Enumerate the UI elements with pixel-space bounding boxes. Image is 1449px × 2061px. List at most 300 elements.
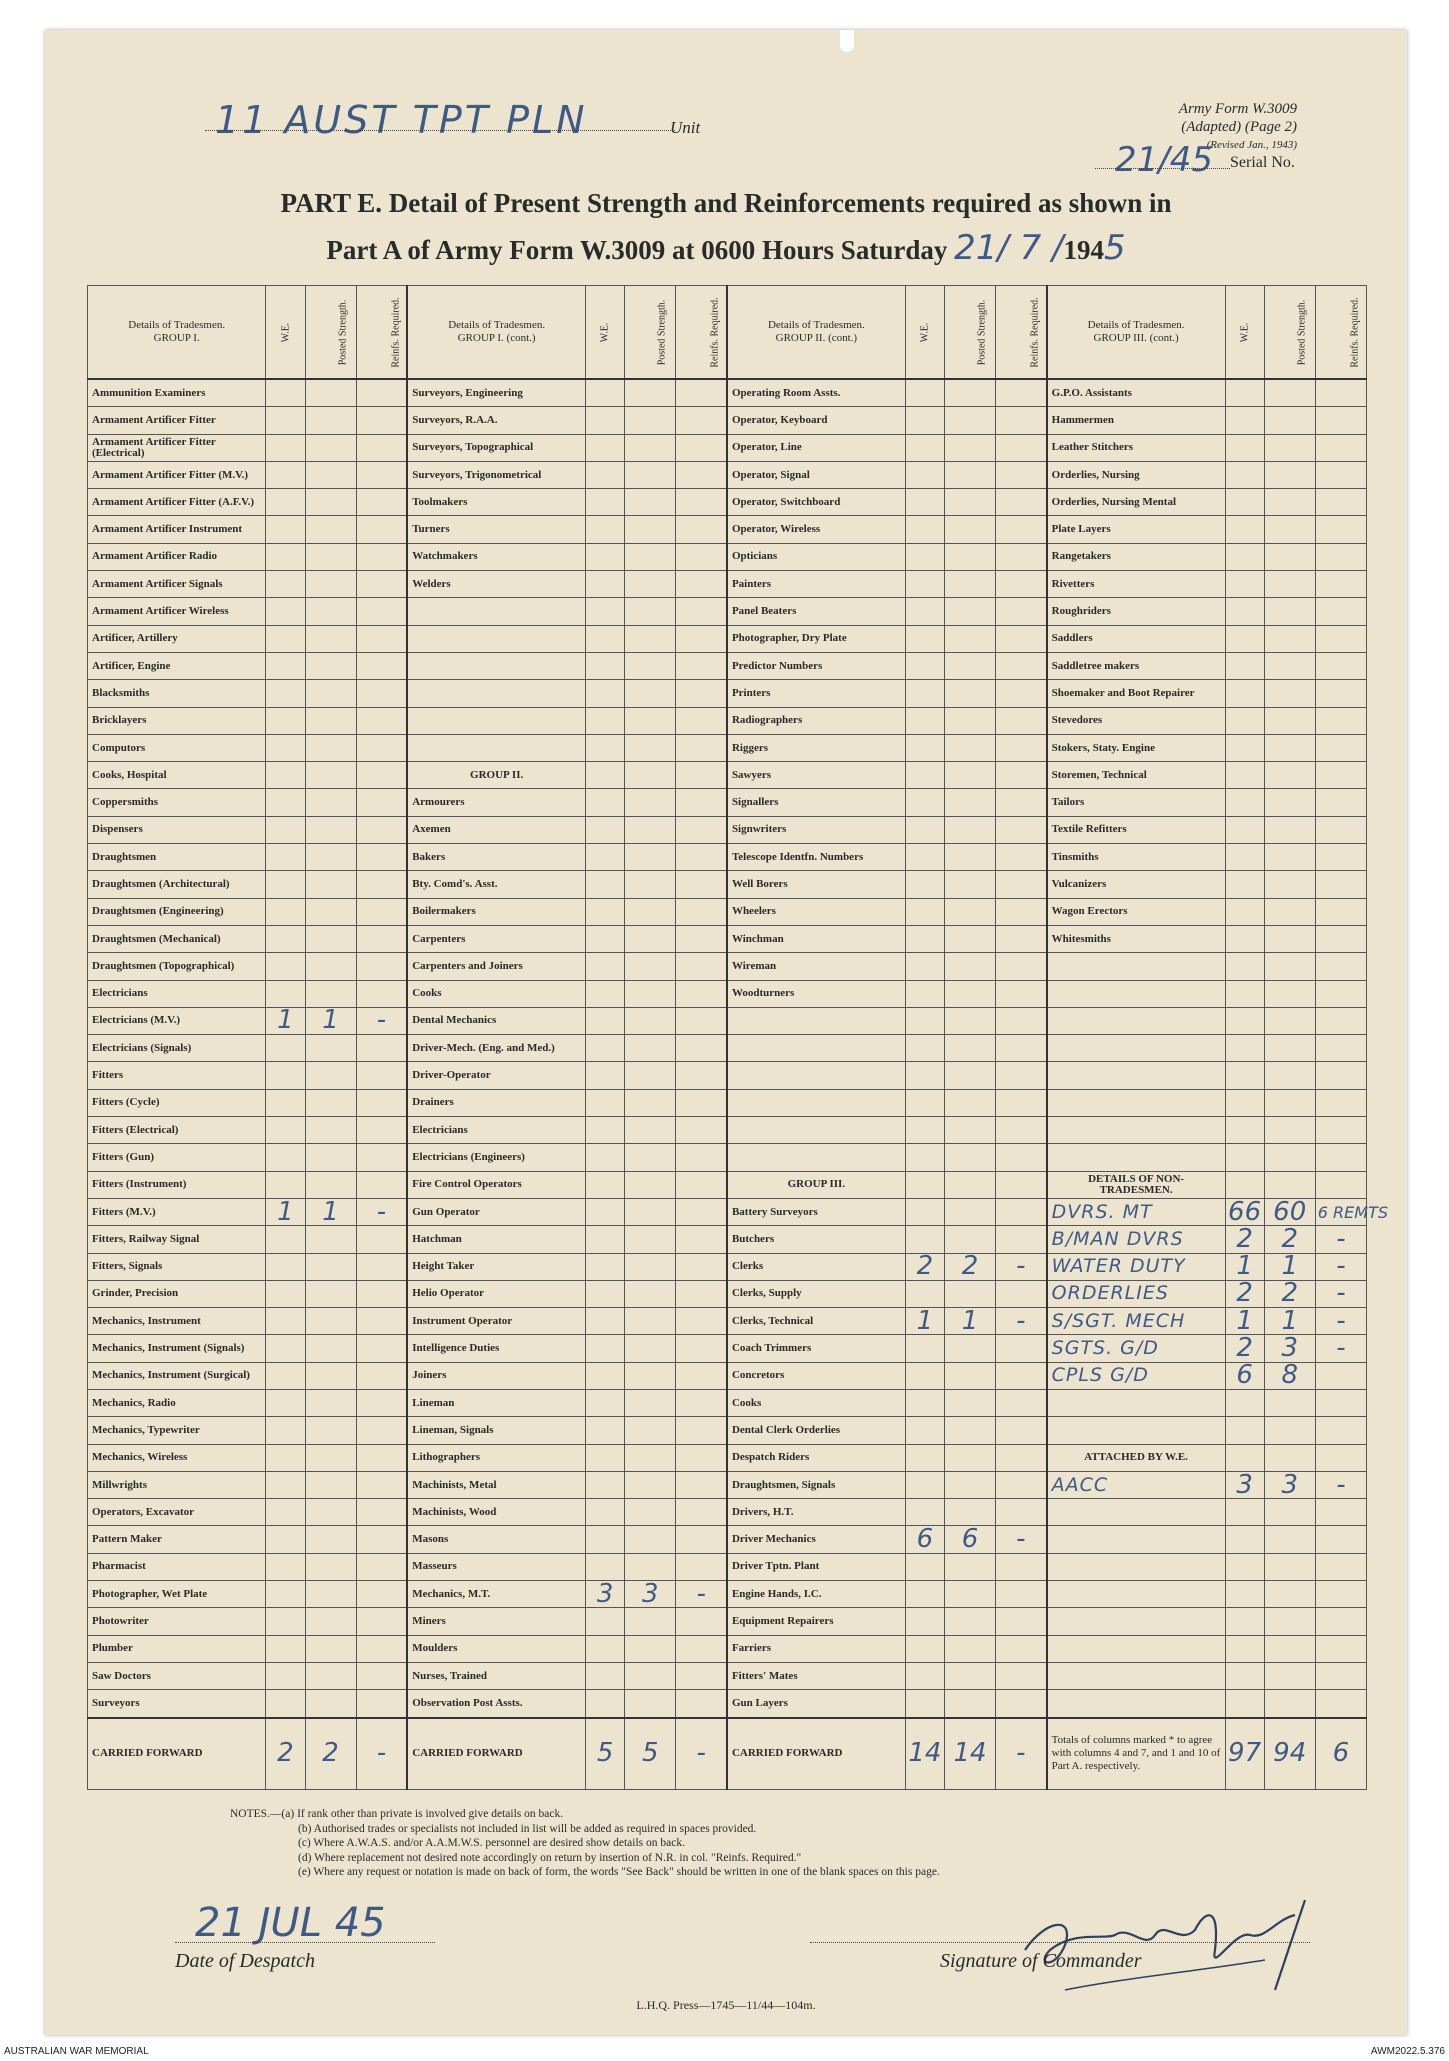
reinf-value: - [1315, 1308, 1366, 1335]
reinf-value [1315, 1171, 1366, 1198]
reinf-value: - [1315, 1226, 1366, 1253]
we-value [266, 980, 305, 1007]
trade-label: Hammermen [1047, 407, 1225, 434]
posted-value [625, 953, 676, 980]
reinf-value [356, 434, 407, 461]
trade-label: Pattern Maker [88, 1526, 266, 1553]
we-value: 6 [905, 1526, 944, 1553]
posted-value [944, 953, 995, 980]
we-value [586, 489, 625, 516]
reinf-value [676, 1635, 727, 1662]
we-value [266, 1690, 305, 1718]
reinf-value [676, 1335, 727, 1362]
posted-value [944, 816, 995, 843]
reinf-value [676, 1062, 727, 1089]
trade-label: Riggers [727, 734, 905, 761]
reinf-value [356, 1444, 407, 1471]
table-row [88, 625, 1367, 652]
posted-value [944, 1171, 995, 1198]
trade-label [1047, 1035, 1225, 1062]
serial-line [1095, 168, 1230, 169]
trade-label: Well Borers [727, 871, 905, 898]
reinf-value [676, 407, 727, 434]
posted-value [1264, 707, 1315, 734]
table-row [88, 925, 1367, 952]
trade-label [1047, 1690, 1225, 1718]
reinf-value [996, 1007, 1047, 1034]
table-row [88, 1417, 1367, 1444]
trade-label: Rivetters [1047, 571, 1225, 598]
trade-label [1047, 1553, 1225, 1580]
we-value [266, 680, 305, 707]
table-row [88, 1280, 1367, 1307]
trade-label [1047, 1526, 1225, 1553]
trade-label: Machinists, Wood [407, 1499, 585, 1526]
reinf-value [1315, 652, 1366, 679]
trade-label: Cooks [727, 1389, 905, 1416]
trade-label: SGTS. G/D [1047, 1335, 1225, 1362]
posted-value [305, 516, 356, 543]
posted-value [625, 707, 676, 734]
trade-label [407, 625, 585, 652]
header-group1-cont [407, 286, 585, 380]
we-value [905, 789, 944, 816]
trade-label: Mechanics, Radio [88, 1389, 266, 1416]
table-row [88, 1089, 1367, 1116]
posted-value [625, 1444, 676, 1471]
reinf-total: - [996, 1718, 1047, 1790]
reinf-value [356, 1144, 407, 1171]
header-posted: Posted Strength. [944, 286, 995, 380]
reinf-value [676, 1444, 727, 1471]
trade-label: Electricians (Signals) [88, 1035, 266, 1062]
we-value [266, 543, 305, 570]
we-value [586, 1635, 625, 1662]
trade-label [1047, 1389, 1225, 1416]
posted-value [305, 707, 356, 734]
we-value [586, 652, 625, 679]
reinf-value [1315, 1144, 1366, 1171]
we-value [1225, 871, 1264, 898]
we-value [905, 1171, 944, 1198]
posted-value [944, 1389, 995, 1416]
trade-label: Vulcanizers [1047, 871, 1225, 898]
trade-label: Helio Operator [407, 1280, 585, 1307]
reinf-value [356, 598, 407, 625]
trade-label: Blacksmiths [88, 680, 266, 707]
we-value [266, 1526, 305, 1553]
reinf-value [996, 844, 1047, 871]
posted-value [305, 1362, 356, 1389]
trade-label [1047, 1144, 1225, 1171]
posted-value [1264, 1635, 1315, 1662]
reinf-value [676, 1417, 727, 1444]
reinf-value [996, 1226, 1047, 1253]
we-value [1225, 489, 1264, 516]
we-value [266, 844, 305, 871]
reinf-value [996, 407, 1047, 434]
posted-value [625, 625, 676, 652]
posted-value: 1 [1264, 1308, 1315, 1335]
posted-value [944, 1007, 995, 1034]
posted-total: 2 [305, 1718, 356, 1790]
we-value [586, 1335, 625, 1362]
posted-value: 2 [1264, 1226, 1315, 1253]
we-value [1225, 1144, 1264, 1171]
reinf-value [1315, 1089, 1366, 1116]
reinf-value [356, 789, 407, 816]
trade-label: Fitters (Instrument) [88, 1171, 266, 1198]
we-value [1225, 625, 1264, 652]
we-value [586, 1171, 625, 1198]
posted-value: 8 [1264, 1362, 1315, 1389]
we-value [586, 1690, 625, 1718]
notes [230, 1807, 940, 1880]
reinf-value [1315, 925, 1366, 952]
trade-label: Artificer, Engine [88, 652, 266, 679]
we-value [586, 734, 625, 761]
posted-value [1264, 953, 1315, 980]
posted-value [944, 1362, 995, 1389]
we-value [586, 680, 625, 707]
reinf-value [676, 1553, 727, 1580]
reinf-value [356, 625, 407, 652]
we-value [266, 1035, 305, 1062]
reinf-value [356, 1308, 407, 1335]
trade-label: Armament Artificer Radio [88, 543, 266, 570]
posted-value [625, 1007, 676, 1034]
we-value [1225, 379, 1264, 407]
posted-value [625, 1417, 676, 1444]
we-value: 1 [266, 1198, 305, 1225]
we-value [586, 1417, 625, 1444]
posted-value [625, 1198, 676, 1225]
we-value [586, 625, 625, 652]
we-value: 66 [1225, 1198, 1264, 1225]
trade-label [1047, 1117, 1225, 1144]
reinf-value [996, 953, 1047, 980]
table-row [88, 1526, 1367, 1553]
reinf-value [1315, 871, 1366, 898]
we-value [905, 953, 944, 980]
we-value [586, 571, 625, 598]
reinf-value [356, 1635, 407, 1662]
posted-value [305, 1089, 356, 1116]
reinf-value [676, 1389, 727, 1416]
posted-value [1264, 680, 1315, 707]
we-value [266, 871, 305, 898]
reinf-value [676, 625, 727, 652]
carried-forward-label: CARRIED FORWARD [407, 1718, 585, 1790]
posted-value [625, 1362, 676, 1389]
table-row [88, 1171, 1367, 1198]
posted-value [625, 1608, 676, 1635]
posted-value [625, 1117, 676, 1144]
carried-forward-label: CARRIED FORWARD [727, 1718, 905, 1790]
posted-value [305, 762, 356, 789]
trade-label: Lithographers [407, 1444, 585, 1471]
trade-label: Draughtsmen, Signals [727, 1471, 905, 1498]
posted-value [1264, 980, 1315, 1007]
table-row [88, 1362, 1367, 1389]
posted-value: 3 [625, 1581, 676, 1608]
header-group-label: GROUP I. (cont.) [457, 332, 536, 344]
reinf-value [996, 1690, 1047, 1718]
we-value [586, 1089, 625, 1116]
table-row [88, 1553, 1367, 1580]
posted-value [305, 1499, 356, 1526]
posted-value [1264, 434, 1315, 461]
trade-label: Butchers [727, 1226, 905, 1253]
we-value [905, 625, 944, 652]
posted-value [305, 1226, 356, 1253]
header-posted: Posted Strength. [305, 286, 356, 380]
reinf-value [1315, 1007, 1366, 1034]
reinf-value [356, 1253, 407, 1280]
reinf-value [1315, 461, 1366, 488]
posted-value [1264, 652, 1315, 679]
posted-value [1264, 489, 1315, 516]
trade-label: B/MAN DVRS [1047, 1226, 1225, 1253]
trade-label: Fitters [88, 1062, 266, 1089]
note-e: (e) Where any request or notation is made on back of form, the words "See Back" should be written in one of the blank spaces on this page. [298, 1866, 940, 1878]
posted-value [625, 1144, 676, 1171]
reinf-value: - [996, 1253, 1047, 1280]
despatch-date-value: 21 JUL 45 [195, 1900, 386, 1946]
reinf-value [996, 1089, 1047, 1116]
posted-value [305, 543, 356, 570]
we-value [266, 762, 305, 789]
we-value [905, 1417, 944, 1444]
reinf-value: - [1315, 1253, 1366, 1280]
reinf-value [996, 898, 1047, 925]
we-value [905, 1690, 944, 1718]
reinf-value [1315, 1499, 1366, 1526]
reinf-value [356, 652, 407, 679]
table-row [88, 1499, 1367, 1526]
archive-reference: AWM2022.5.376 [1370, 2046, 1445, 2057]
trade-label [1047, 1417, 1225, 1444]
posted-value [1264, 1526, 1315, 1553]
form-line-1: Army Form W.3009 [1178, 101, 1297, 117]
we-value [905, 844, 944, 871]
we-value [1225, 816, 1264, 843]
posted-value [625, 1389, 676, 1416]
posted-value [944, 598, 995, 625]
reinf-value [996, 1581, 1047, 1608]
we-value [586, 434, 625, 461]
trade-label: Operating Room Assts. [727, 379, 905, 407]
table-row [88, 871, 1367, 898]
trade-label: Coppersmiths [88, 789, 266, 816]
date-day-month: 21/ 7 / [954, 228, 1064, 268]
posted-value [944, 1198, 995, 1225]
posted-value [1264, 625, 1315, 652]
posted-value [944, 925, 995, 952]
trade-label: Bricklayers [88, 707, 266, 734]
we-value [905, 1226, 944, 1253]
table-row [88, 543, 1367, 570]
reinf-value [356, 1035, 407, 1062]
reinf-value [356, 407, 407, 434]
reinf-value [996, 707, 1047, 734]
date-year-hand: 5 [1104, 228, 1126, 268]
reinf-value [996, 1471, 1047, 1498]
we-value [1225, 844, 1264, 871]
trade-label: Boilermakers [407, 898, 585, 925]
we-value [266, 816, 305, 843]
posted-value [305, 1526, 356, 1553]
trade-label: Painters [727, 571, 905, 598]
reinf-value [356, 1280, 407, 1307]
reinf-value [996, 516, 1047, 543]
reinf-value [356, 844, 407, 871]
trade-label: Dental Clerk Orderlies [727, 1417, 905, 1444]
posted-value [625, 1526, 676, 1553]
trade-label: Cooks, Hospital [88, 762, 266, 789]
we-value [1225, 1389, 1264, 1416]
posted-value [305, 816, 356, 843]
reinf-value [996, 1553, 1047, 1580]
trade-label: Hatchman [407, 1226, 585, 1253]
posted-value [625, 789, 676, 816]
trade-label: Leather Stitchers [1047, 434, 1225, 461]
we-value [266, 1499, 305, 1526]
posted-value [944, 1553, 995, 1580]
we-value [266, 1335, 305, 1362]
reinf-value [1315, 1608, 1366, 1635]
posted-value [625, 489, 676, 516]
posted-value [944, 652, 995, 679]
posted-value [625, 434, 676, 461]
we-value [266, 489, 305, 516]
trade-label: Wireman [727, 953, 905, 980]
we-value [905, 1198, 944, 1225]
trade-label [1047, 1062, 1225, 1089]
we-value [266, 461, 305, 488]
we-value [905, 707, 944, 734]
we-value [586, 1389, 625, 1416]
we-value: 1 [1225, 1308, 1264, 1335]
reinf-value [356, 1499, 407, 1526]
header-reinf: Reinfs. Required. [996, 286, 1047, 380]
trade-label: Machinists, Metal [407, 1471, 585, 1498]
we-value [586, 1526, 625, 1553]
trade-label: Miners [407, 1608, 585, 1635]
posted-value [1264, 543, 1315, 570]
posted-value [944, 1662, 995, 1689]
trade-label: Armourers [407, 789, 585, 816]
trade-label: Nurses, Trained [407, 1662, 585, 1689]
reinf-value [676, 543, 727, 570]
reinf-value [996, 789, 1047, 816]
we-value [905, 598, 944, 625]
trade-label: Dental Mechanics [407, 1007, 585, 1034]
table-row [88, 762, 1367, 789]
posted-value [1264, 925, 1315, 952]
trade-label: Surveyors, Engineering [407, 379, 585, 407]
form-line-2: (Adapted) (Page 2) [1181, 119, 1297, 135]
posted-value [944, 1062, 995, 1089]
table-row [88, 461, 1367, 488]
we-value [586, 1444, 625, 1471]
reinf-value: - [996, 1308, 1047, 1335]
we-total: 5 [586, 1718, 625, 1790]
we-value [1225, 407, 1264, 434]
trade-label: Grinder, Precision [88, 1280, 266, 1307]
reinf-value [1315, 1389, 1366, 1416]
trade-label: Woodturners [727, 980, 905, 1007]
we-value [905, 1335, 944, 1362]
trade-label [1047, 1608, 1225, 1635]
reinf-value [356, 1089, 407, 1116]
trade-label: Surveyors, R.A.A. [407, 407, 585, 434]
reinf-value [356, 1690, 407, 1718]
trade-label: Equipment Repairers [727, 1608, 905, 1635]
reinf-value [676, 489, 727, 516]
trade-label: Lineman, Signals [407, 1417, 585, 1444]
reinf-value [1315, 1117, 1366, 1144]
posted-value [944, 379, 995, 407]
we-value [905, 1062, 944, 1089]
reinf-value [996, 1144, 1047, 1171]
reinf-value [676, 953, 727, 980]
posted-value [1264, 1662, 1315, 1689]
trade-label: Fitters, Railway Signal [88, 1226, 266, 1253]
we-value [905, 571, 944, 598]
posted-value: 1 [305, 1007, 356, 1034]
posted-value [305, 598, 356, 625]
tradesmen-table [87, 285, 1388, 1790]
we-value [586, 1007, 625, 1034]
reinf-value [996, 1198, 1047, 1225]
reinf-value [356, 762, 407, 789]
table-row [88, 1226, 1367, 1253]
reinf-value [996, 816, 1047, 843]
trade-label: Mechanics, M.T. [407, 1581, 585, 1608]
we-value [586, 1062, 625, 1089]
trade-label: Fire Control Operators [407, 1171, 585, 1198]
trade-label: Pharmacist [88, 1553, 266, 1580]
we-value [905, 734, 944, 761]
reinf-value [356, 1362, 407, 1389]
trade-label: Artificer, Artillery [88, 625, 266, 652]
posted-value [944, 1144, 995, 1171]
trade-label: Whitesmiths [1047, 925, 1225, 952]
posted-value [944, 1117, 995, 1144]
trade-label: Telescope Identfn. Numbers [727, 844, 905, 871]
reinf-value [996, 1662, 1047, 1689]
reinf-value [356, 734, 407, 761]
reinf-value [996, 434, 1047, 461]
form-line-3: (Revised Jan., 1943) [1206, 139, 1297, 151]
trade-label: Stokers, Staty. Engine [1047, 734, 1225, 761]
trade-label [727, 1035, 905, 1062]
we-value [586, 543, 625, 570]
trade-label [727, 1089, 905, 1116]
trade-label: Operator, Line [727, 434, 905, 461]
reinf-value: - [1315, 1471, 1366, 1498]
we-value [905, 379, 944, 407]
we-value [905, 1007, 944, 1034]
reinf-value [676, 1608, 727, 1635]
posted-value [625, 1690, 676, 1718]
table-row [88, 1062, 1367, 1089]
posted-value [1264, 844, 1315, 871]
posted-value [1264, 1553, 1315, 1580]
reinf-value [1315, 516, 1366, 543]
trade-label [1047, 980, 1225, 1007]
